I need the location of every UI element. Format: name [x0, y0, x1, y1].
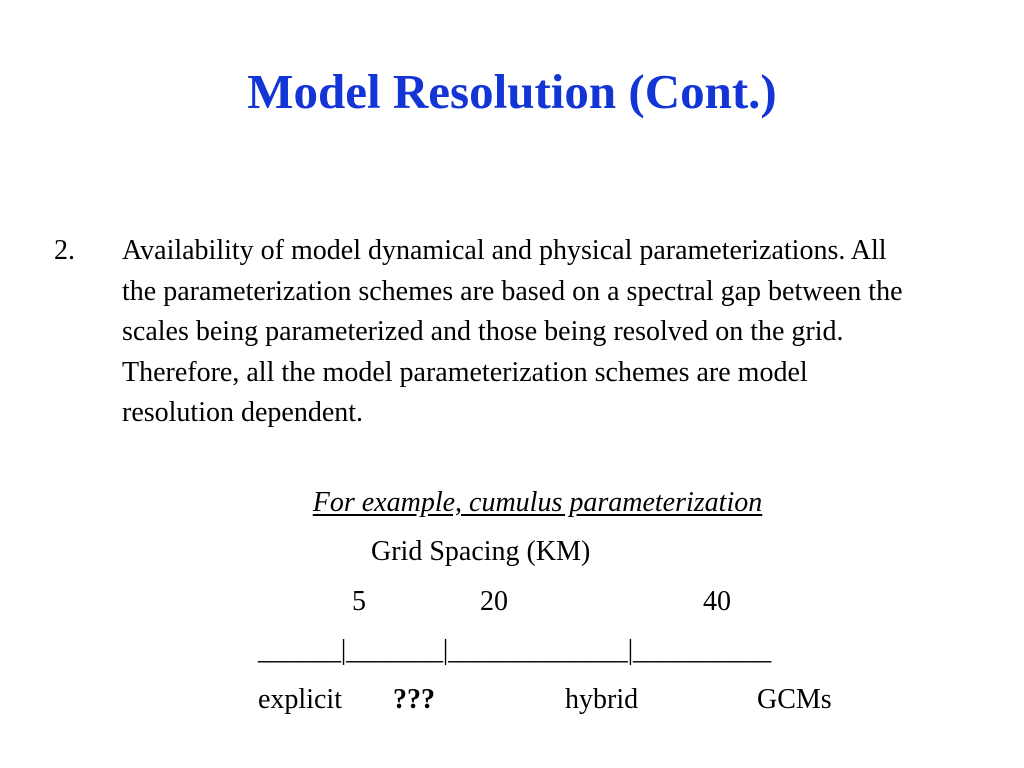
grid-spacing-value-20: 20 [480, 586, 508, 617]
category-unknown: ??? [393, 684, 435, 715]
category-hybrid: hybrid [565, 684, 639, 715]
slide-title: Model Resolution (Cont.) [247, 64, 777, 119]
category-gcms: GCMs [757, 684, 832, 715]
grid-spacing-value-5: 5 [352, 586, 366, 617]
grid-spacing-value-40: 40 [703, 586, 731, 617]
list-item-number: 2. [54, 235, 75, 266]
category-explicit: explicit [258, 684, 342, 715]
grid-spacing-heading: Grid Spacing (KM) [371, 536, 591, 567]
example-heading: For example, cumulus parameterization [312, 487, 763, 518]
scale-line: ______|_______|_____________|__________ [258, 635, 772, 666]
list-item-text: Availability of model dynamical and physical parameterizations. All the parameterization schemes are based on a spectral gap between the scales being parameterized and those being resolved on the grid. Therefore, all the model parameterization schemes are model resolution dependent. [122, 235, 903, 428]
